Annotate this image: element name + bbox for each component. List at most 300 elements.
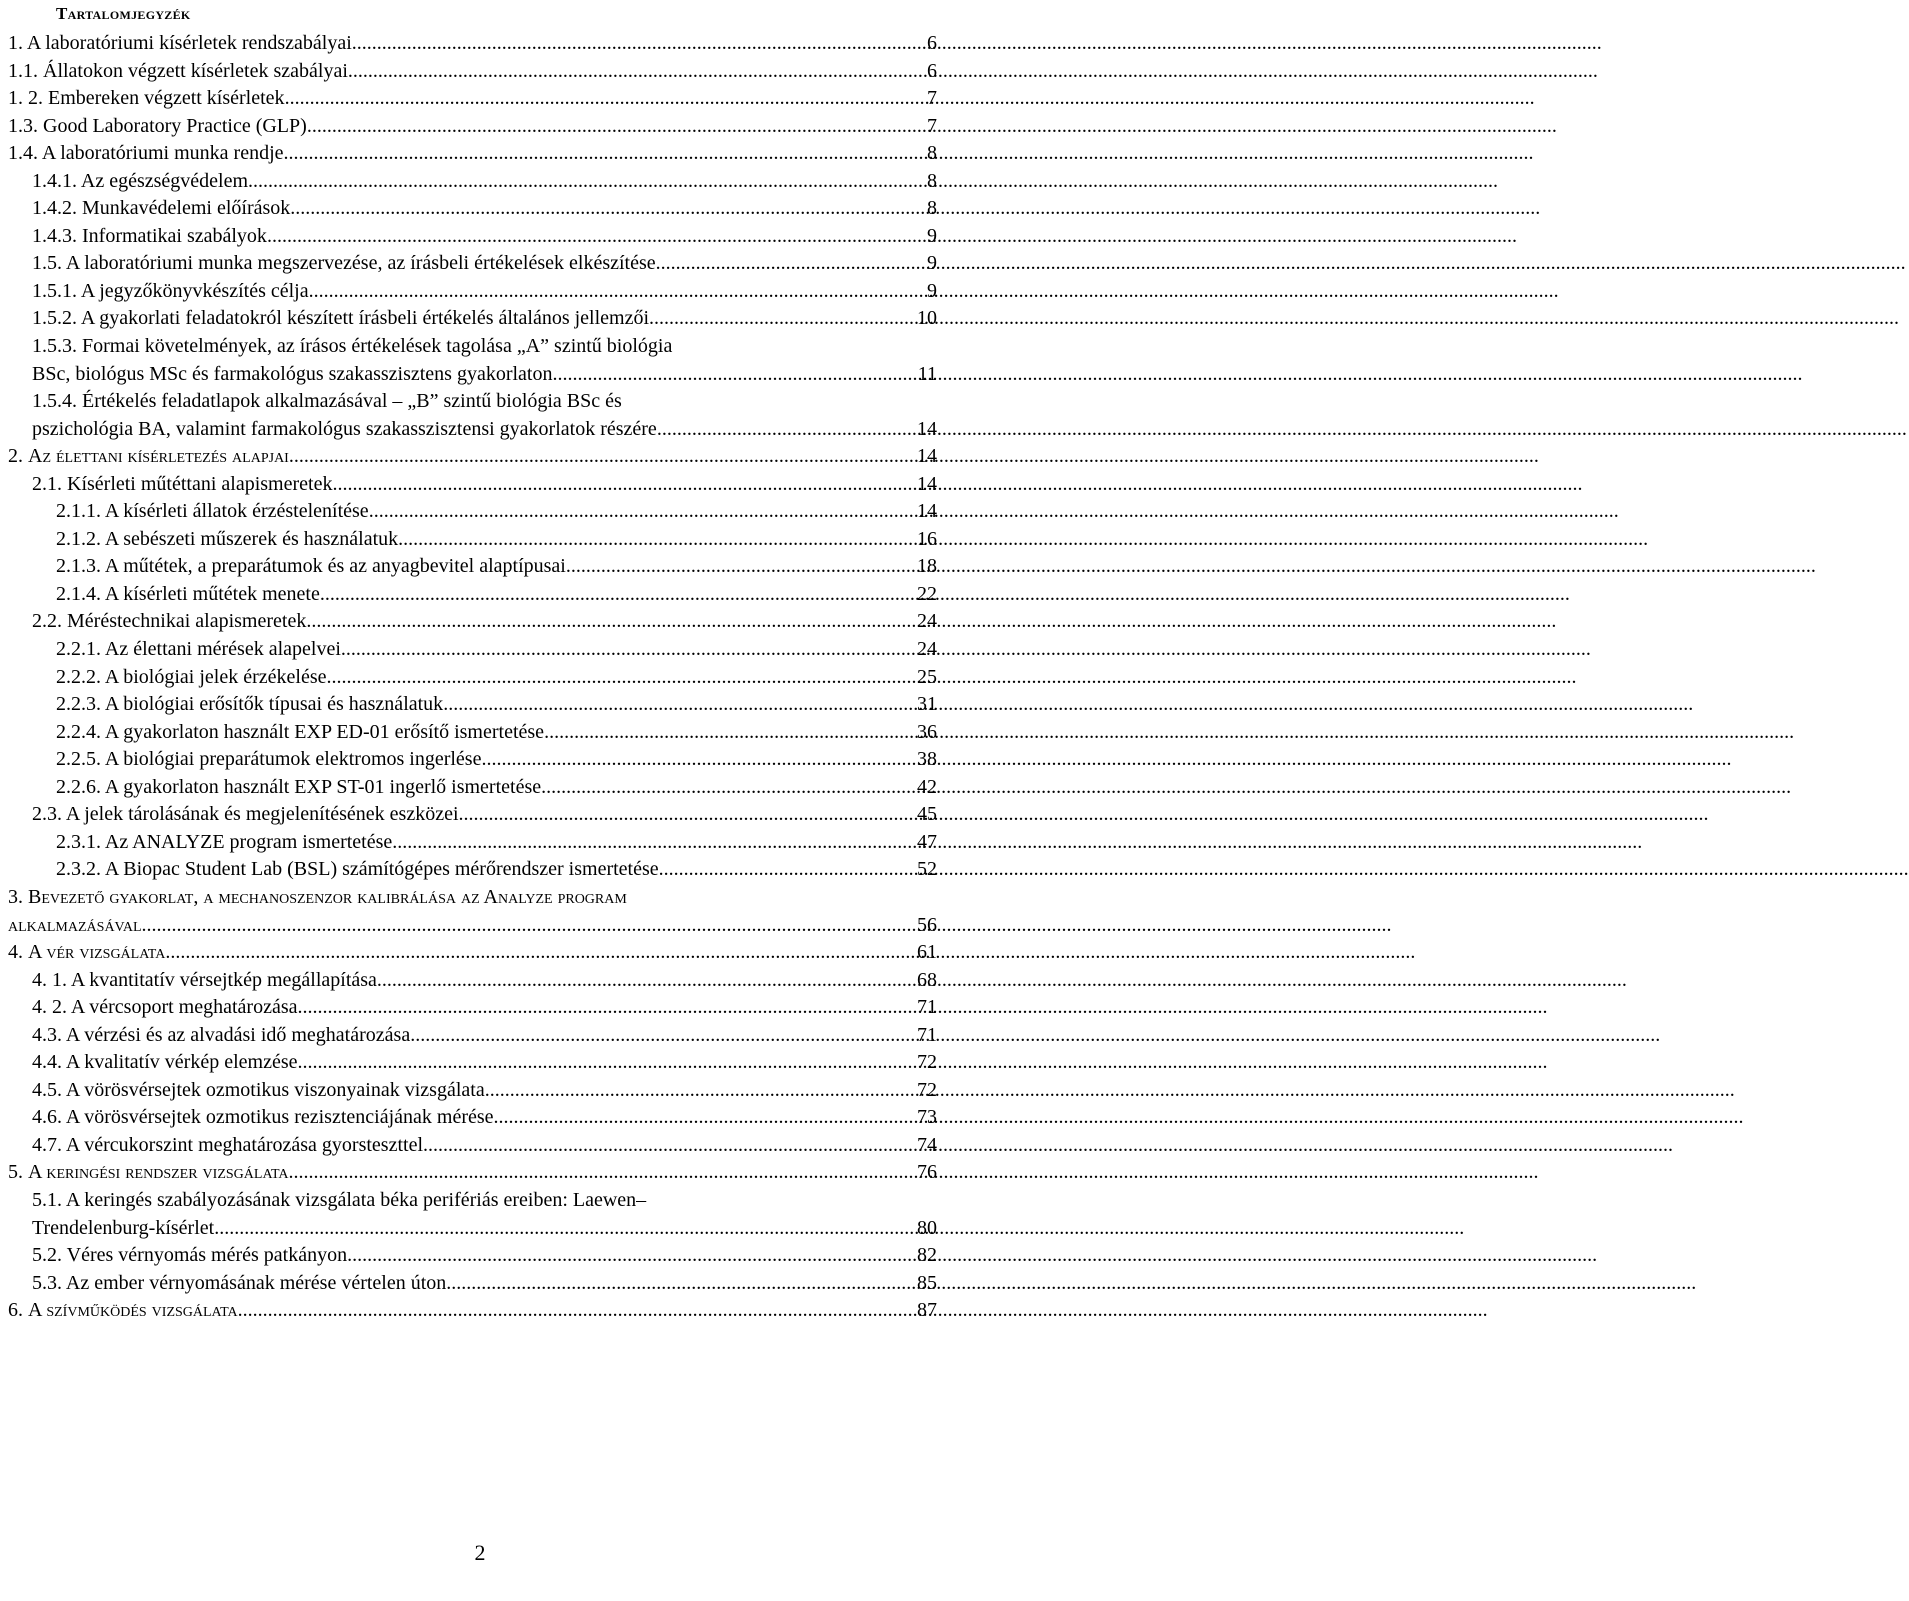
toc-entry-number: 3. [8, 885, 28, 908]
toc-dot-leader [446, 1270, 916, 1298]
toc-entry-number: 2.3.1. [56, 830, 105, 853]
toc-entry[interactable] [0, 746, 960, 774]
toc-entry-line [56, 856, 937, 884]
toc-entry-line [32, 195, 937, 223]
toc-entry[interactable] [0, 691, 960, 719]
toc-entry[interactable] [0, 30, 960, 58]
toc-entry-number: 5.1. [32, 1188, 66, 1211]
toc-entry-number: 2.1. [32, 472, 67, 495]
toc-entry-number: 2.2.5. [56, 748, 105, 771]
toc-entry-number: 1.5.3. [32, 335, 82, 358]
toc-entry-page: 31 [917, 693, 937, 716]
toc-entry-number: 2.2.6. [56, 775, 105, 798]
toc-dot-leader [657, 416, 916, 444]
toc-entry-page: 36 [917, 720, 937, 743]
toc-entry-number: 1.3. [8, 114, 43, 137]
toc-dot-leader [552, 361, 916, 389]
toc-dot-leader [566, 553, 916, 581]
toc-entry-line [32, 1215, 937, 1243]
toc-entry-page: 87 [917, 1299, 937, 1322]
toc-entry-title: A keringés szabályozásának vizsgálata béka perifériás ereiben: Laewen– [65, 1188, 647, 1211]
toc-entry-number: 6. [8, 1299, 28, 1322]
toc-entry-heading [32, 278, 309, 306]
toc-entry-heading [32, 1022, 410, 1050]
page-number: 2 [474, 1540, 486, 1565]
toc-dot-leader [309, 278, 926, 306]
toc-entry-line [32, 388, 937, 416]
toc-entry[interactable] [0, 250, 960, 278]
toc-entry[interactable] [0, 1104, 960, 1132]
toc-entry-page: 24 [917, 638, 937, 661]
toc-dot-leader [332, 471, 916, 499]
toc-entry-heading [32, 994, 297, 1022]
toc-entry-heading [32, 1077, 485, 1105]
toc-entry-line [56, 498, 937, 526]
toc-entry-number: 4.6. [32, 1106, 66, 1129]
toc-entry-number: 1.4.1. [32, 169, 81, 192]
toc-entry[interactable] [0, 829, 960, 857]
toc-entry-heading [56, 581, 320, 609]
toc-dot-leader [307, 113, 926, 141]
toc-entry-title: Informatikai szabályok [82, 224, 267, 247]
toc-entry-number: 2.2.3. [56, 693, 105, 716]
toc-entry-page: 82 [917, 1244, 937, 1267]
toc-entry-number: 1.1. [8, 59, 43, 82]
toc-entry-page: 80 [917, 1216, 937, 1239]
toc-entry-line [56, 526, 937, 554]
toc-entry[interactable] [0, 168, 960, 196]
toc-entry-line [32, 967, 937, 995]
toc-entry-page: 14 [917, 472, 937, 495]
toc-entry-title: Véres vérnyomás mérés patkányon [66, 1244, 348, 1267]
toc-entry-title: A vércsoport meghatározása [70, 996, 298, 1019]
toc-entry-number: 5. [8, 1161, 28, 1184]
toc-entry-title: A vércukorszint meghatározása gyorsteszttel [65, 1133, 423, 1156]
toc-entry-heading [8, 1159, 289, 1187]
toc-entry-title: A kísérleti állatok érzéstelenítése [104, 500, 369, 523]
toc-entry-line [56, 829, 937, 857]
toc-dot-leader [341, 636, 916, 664]
toc-entry[interactable] [0, 526, 960, 554]
toc-entry[interactable] [0, 884, 960, 939]
toc-entry-line [32, 333, 937, 361]
toc-entry[interactable] [0, 581, 960, 609]
toc-entry-line [8, 30, 937, 58]
toc-entry-heading [32, 967, 377, 995]
toc-entry-page: 16 [917, 527, 937, 550]
toc-dot-leader [289, 1159, 916, 1187]
toc-entry-heading [32, 801, 459, 829]
toc-entry-title: A jegyzőkönyvkészítés célja [80, 279, 309, 302]
toc-dot-leader [348, 58, 926, 86]
toc-entry[interactable] [0, 636, 960, 664]
toc-entry-line [56, 581, 937, 609]
toc-entry-line [32, 994, 937, 1022]
toc-entry-heading [56, 553, 566, 581]
toc-entry-page: 14 [917, 445, 937, 468]
toc-dot-leader [410, 1022, 916, 1050]
toc-entry-number: 2.2.1. [56, 638, 105, 661]
toc-dot-leader [369, 498, 916, 526]
toc-entry-line [8, 1297, 937, 1325]
toc-entry-page: 72 [917, 1051, 937, 1074]
toc-dot-leader [285, 85, 926, 113]
toc-entry-title: A jelek tárolásának és megjelenítésének eszközei [65, 803, 459, 826]
toc-entry-heading [32, 250, 656, 278]
toc-entry-title-continued: pszichológia BA, valamint farmakológus szakasszisztensi gyakorlatok részére [32, 417, 657, 440]
toc-entry[interactable] [0, 278, 960, 306]
toc-entry-page: 8 [927, 197, 937, 220]
toc-entry-number: 1.4.2. [32, 197, 82, 220]
toc-entry-title: Bevezető gyakorlat, a mechanoszenzor kalibrálása az Analyze program [28, 885, 627, 908]
toc-entry-title: A gyakorlaton használt EXP ED-01 erősítő ismertetése [104, 720, 545, 743]
toc-entry-title: A kísérleti műtétek menete [104, 582, 320, 605]
toc-entry-line [56, 774, 937, 802]
toc-entry-title: Állatokon végzett kísérletek szabályai [43, 59, 348, 82]
toc-entry-line [8, 912, 937, 940]
toc-entry-title: A keringési rendszer vizsgálata [28, 1161, 289, 1184]
toc-entry-title: A műtétek, a preparátumok és az anyagbevitel alaptípusai [104, 555, 566, 578]
toc-entry-heading [32, 1270, 446, 1298]
toc-entry-page: 7 [927, 114, 937, 137]
toc-entry-title: A kvalitatív vérkép elemzése [65, 1051, 298, 1074]
toc-entry-heading [56, 498, 369, 526]
toc-entry[interactable] [0, 1132, 960, 1160]
toc-entry[interactable] [0, 939, 960, 967]
toc-entry-number: 1.5. [32, 252, 66, 275]
toc-entry-title: Kísérleti műtéttani alapismeretek [67, 472, 333, 495]
toc-dot-leader [485, 1077, 916, 1105]
toc-dot-leader [297, 994, 916, 1022]
toc-entry-title: A biológiai preparátumok elektromos ingerlése [104, 748, 482, 771]
toc-entry-page: 18 [917, 555, 937, 578]
toc-entry[interactable] [0, 195, 960, 223]
toc-entry-title: Embereken végzett kísérletek [48, 87, 285, 110]
toc-entry-page: 11 [917, 362, 937, 385]
toc-entry-line [32, 1022, 937, 1050]
toc-entry[interactable] [0, 1187, 960, 1242]
toc-dot-leader [267, 223, 926, 251]
toc-entry-page: 7 [927, 87, 937, 110]
toc-entry[interactable] [0, 774, 960, 802]
toc-dot-leader [392, 829, 916, 857]
toc-entry-line [32, 223, 937, 251]
toc-entry[interactable] [0, 388, 960, 443]
toc-entry[interactable] [0, 498, 960, 526]
toc-dot-leader [352, 30, 926, 58]
toc-entry-page: 8 [927, 142, 937, 165]
toc-entry-title: Az ANALYZE program ismertetése [104, 830, 393, 853]
toc-dot-leader [544, 719, 916, 747]
toc-entry-number: 1.5.1. [32, 279, 81, 302]
toc-entry-page: 73 [917, 1106, 937, 1129]
toc-entry-number: 4. 1. [32, 968, 71, 991]
toc-entry-title: A laboratóriumi kísérletek rendszabályai [26, 32, 352, 54]
toc-entry-line [56, 746, 937, 774]
toc-entry-page: 14 [917, 417, 937, 440]
toc-dot-leader [541, 774, 916, 802]
toc-entry-heading [32, 1132, 423, 1160]
toc-title: Tartalomjegyzék [56, 4, 191, 23]
toc-dot-leader [290, 195, 926, 223]
toc-entry[interactable] [0, 471, 960, 499]
toc-entry-line [32, 168, 937, 196]
toc-entry-page: 72 [917, 1078, 937, 1101]
toc-entry-page: 6 [927, 32, 937, 54]
toc-entry-title: Az élettani kísérletezés alapjai [28, 445, 289, 468]
toc-entry-page: 71 [917, 1023, 937, 1046]
toc-entry-number: 4.5. [32, 1078, 66, 1101]
toc-entry-page: 42 [917, 775, 937, 798]
toc-entry-line [32, 1187, 937, 1215]
toc-entry[interactable] [0, 553, 960, 581]
toc-entry-line [32, 1270, 937, 1298]
toc-entry-heading [8, 140, 284, 168]
toc-entry[interactable] [0, 1159, 960, 1187]
toc-entry-page: 61 [917, 941, 937, 964]
toc-dot-leader [656, 250, 926, 278]
toc-entry-heading [32, 608, 306, 636]
toc-entry-line [56, 691, 937, 719]
toc-entry[interactable] [0, 801, 960, 829]
toc-entry-number: 2.2.2. [56, 665, 105, 688]
toc-entry-line [56, 553, 937, 581]
toc-entry-page: 8 [927, 169, 937, 192]
toc-dot-leader [459, 801, 916, 829]
toc-entry-line [32, 1049, 937, 1077]
toc-entry-title-continued: BSc, biológus MSc és farmakológus szakasszisztens gyakorlaton [32, 362, 553, 385]
toc-entry-number: 2.1.2. [56, 527, 105, 550]
toc-entry-heading [32, 1242, 347, 1270]
toc-entry-title: A laboratóriumi munka megszervezése, az írásbeli értékelések elkészítése [65, 252, 656, 275]
toc-dot-leader [494, 1104, 916, 1132]
toc-entry-heading [8, 1297, 238, 1325]
toc-entry[interactable] [0, 443, 960, 471]
toc-entry-heading [8, 939, 165, 967]
toc-entry[interactable] [0, 719, 960, 747]
toc-entry-number: 2.1.1. [56, 500, 105, 523]
toc-dot-leader [649, 305, 916, 333]
toc-entry[interactable] [0, 608, 960, 636]
toc-entry[interactable] [0, 664, 960, 692]
toc-entry[interactable] [0, 305, 960, 333]
toc-entry-page: 68 [917, 968, 937, 991]
toc-entry-number: 2. [8, 445, 28, 468]
toc-entry-line [56, 664, 937, 692]
toc-entry-page: 56 [917, 913, 937, 936]
toc-entry-line [32, 1132, 937, 1160]
toc-entry-title: A vér vizsgálata [28, 941, 166, 964]
toc-dot-leader [481, 746, 916, 774]
toc-entry-number: 1. 2. [8, 87, 48, 110]
toc-entry-line [32, 1242, 937, 1270]
toc-entry-title: Good Laboratory Practice (GLP) [43, 114, 307, 137]
toc-entry-number: 1.5.4. [32, 390, 82, 413]
toc-entry-page: 85 [917, 1271, 937, 1294]
toc-entry-line [8, 85, 937, 113]
toc-entry-number: 2.1.3. [56, 555, 105, 578]
toc-entry-line [32, 1077, 937, 1105]
toc-entry[interactable] [0, 333, 960, 388]
toc-entry-number: 5.3. [32, 1271, 66, 1294]
toc-entry-page: 74 [917, 1133, 937, 1156]
toc-entry-title-continued: alkalmazásával [8, 913, 142, 936]
toc-entry-title: A biológiai jelek érzékelése [104, 665, 327, 688]
toc-entry-title: A laboratóriumi munka rendje [41, 142, 284, 165]
toc-entry-page: 10 [917, 307, 937, 330]
toc-entry-line [56, 719, 937, 747]
toc-entry[interactable] [0, 85, 960, 113]
toc-dot-leader [306, 608, 916, 636]
toc-entry-line [32, 471, 937, 499]
toc-entry-page: 24 [917, 610, 937, 633]
toc-entry-number: 2.3. [32, 803, 66, 826]
toc-entry-line [8, 58, 937, 86]
toc-dot-leader [326, 664, 916, 692]
toc-entry-line [32, 305, 937, 333]
toc-dot-leader [284, 140, 926, 168]
toc-entry[interactable] [0, 58, 960, 86]
toc-entry-heading [32, 223, 267, 251]
toc-dot-leader [659, 856, 916, 884]
toc-entry-title: Az ember vérnyomásának mérése vértelen úton [65, 1271, 447, 1294]
toc-entry-number: 2.2.4. [56, 720, 105, 743]
toc-entry-line [56, 636, 937, 664]
toc-entry-line [8, 1159, 937, 1187]
toc-entry-page: 22 [917, 582, 937, 605]
toc-entry-line [8, 140, 937, 168]
toc-entry-title: Formai követelmények, az írásos értékelések tagolása „A” szintű biológia [82, 335, 673, 358]
toc-entry[interactable] [0, 140, 960, 168]
toc-entry-heading [8, 443, 289, 471]
toc-entry-heading [8, 85, 285, 113]
toc-entry-page: 71 [917, 996, 937, 1019]
toc-entry-number: 2.1.4. [56, 582, 105, 605]
toc-entry-number: 4. 2. [32, 996, 71, 1019]
toc-entry-line [8, 884, 937, 912]
toc-dot-leader [248, 168, 926, 196]
toc-entry-heading [56, 856, 659, 884]
toc-entry-page: 47 [917, 830, 937, 853]
toc-entry-title: Az élettani mérések alapelvei [104, 638, 341, 661]
toc-entry-heading [8, 30, 352, 58]
toc-entry-page: 6 [927, 59, 937, 82]
toc-entry-heading [32, 1049, 297, 1077]
toc-dot-leader [165, 939, 916, 967]
toc-entry-line [32, 416, 937, 444]
toc-entry-page: 45 [917, 803, 937, 826]
toc-entry[interactable] [0, 113, 960, 141]
toc-entry[interactable] [0, 1242, 960, 1270]
toc-entry-page: 76 [917, 1161, 937, 1184]
toc-entry-number: 4.3. [32, 1023, 66, 1046]
toc-entry-number: 2.3.2. [56, 858, 105, 881]
toc-entry-line [32, 250, 937, 278]
toc-dot-leader [214, 1215, 916, 1243]
toc-entry-line [32, 361, 937, 389]
toc-dot-leader [320, 581, 916, 609]
toc-entry-title: A vörösvérsejtek ozmotikus rezisztenciájának mérése [65, 1106, 494, 1129]
toc-entry[interactable] [0, 223, 960, 251]
toc-list [0, 30, 960, 1325]
toc-entry-title: A vörösvérsejtek ozmotikus viszonyainak vizsgálata [65, 1078, 485, 1101]
toc-entry-title: A vérzési és az alvadási idő meghatározása [65, 1023, 411, 1046]
toc-entry-number: 2.2. [32, 610, 67, 633]
toc-entry-number: 1.4.3. [32, 224, 82, 247]
toc-entry-number: 4.4. [32, 1051, 66, 1074]
toc-entry-title: A gyakorlaton használt EXP ST-01 ingerlő ismertetése [104, 775, 542, 798]
toc-dot-leader [423, 1132, 916, 1160]
toc-entry-heading [8, 58, 348, 86]
toc-entry-title: A kvantitatív vérsejtkép megállapítása [70, 968, 377, 991]
toc-entry-number: 5.2. [32, 1244, 67, 1267]
toc-entry-number: 1.5.2. [32, 307, 81, 330]
toc-entry-title: Az egészségvédelem [80, 169, 249, 192]
toc-entry-line [32, 801, 937, 829]
toc-entry[interactable] [0, 1297, 960, 1325]
toc-entry-heading [56, 636, 341, 664]
toc-entry-title-continued: Trendelenburg-kísérlet [32, 1216, 215, 1239]
toc-dot-leader [443, 691, 916, 719]
toc-dot-leader [347, 1242, 916, 1270]
toc-entry[interactable] [0, 1270, 960, 1298]
toc-entry-heading [32, 195, 290, 223]
toc-entry-heading [56, 829, 392, 857]
toc-entry-page: 38 [917, 748, 937, 771]
toc-entry[interactable] [0, 1077, 960, 1105]
toc-dot-leader [238, 1297, 916, 1325]
toc-entry-line [32, 1104, 937, 1132]
toc-dot-leader [142, 912, 916, 940]
toc-entry[interactable] [0, 856, 960, 884]
toc-entry-title: Értékelés feladatlapok alkalmazásával – „B” szintű biológia BSc és [82, 390, 622, 413]
toc-entry-title: A Biopac Student Lab (BSL) számítógépes mérőrendszer ismertetése [104, 858, 659, 881]
toc-entry-number: 1. [8, 32, 27, 54]
toc-entry-page: 25 [917, 665, 937, 688]
toc-dot-leader [377, 967, 916, 995]
toc-entry-page: 9 [927, 252, 937, 275]
toc-entry-title: A gyakorlati feladatokról készített írásbeli értékelés általános jellemzői [80, 307, 650, 330]
toc-entry-heading [8, 113, 307, 141]
toc-entry[interactable] [0, 1049, 960, 1077]
toc-dot-leader [297, 1049, 916, 1077]
toc-entry-line [8, 443, 937, 471]
toc-entry[interactable] [0, 1022, 960, 1050]
toc-entry-title: A biológiai erősítők típusai és használatuk [104, 693, 444, 716]
toc-entry-heading [32, 168, 248, 196]
toc-entry-heading [56, 691, 443, 719]
toc-dot-leader [398, 526, 916, 554]
toc-entry-line [8, 113, 937, 141]
toc-entry-heading [56, 746, 481, 774]
toc-entry-number: 4.7. [32, 1133, 66, 1156]
toc-entry-line [8, 939, 937, 967]
toc-entry-heading [56, 719, 544, 747]
toc-entry-heading [32, 1104, 494, 1132]
toc-dot-leader [289, 443, 916, 471]
toc-entry[interactable] [0, 967, 960, 995]
toc-entry-heading [56, 774, 541, 802]
toc-entry-heading [56, 526, 398, 554]
toc-entry-title: Munkavédelemi előírások [82, 197, 291, 220]
toc-entry-title: A szívműködés vizsgálata [28, 1299, 238, 1322]
toc-entry-line [32, 278, 937, 306]
toc-entry-line [32, 608, 937, 636]
toc-entry[interactable] [0, 994, 960, 1022]
toc-entry-page: 14 [917, 500, 937, 523]
toc-entry-page: 52 [917, 858, 937, 881]
toc-entry-heading [32, 471, 332, 499]
